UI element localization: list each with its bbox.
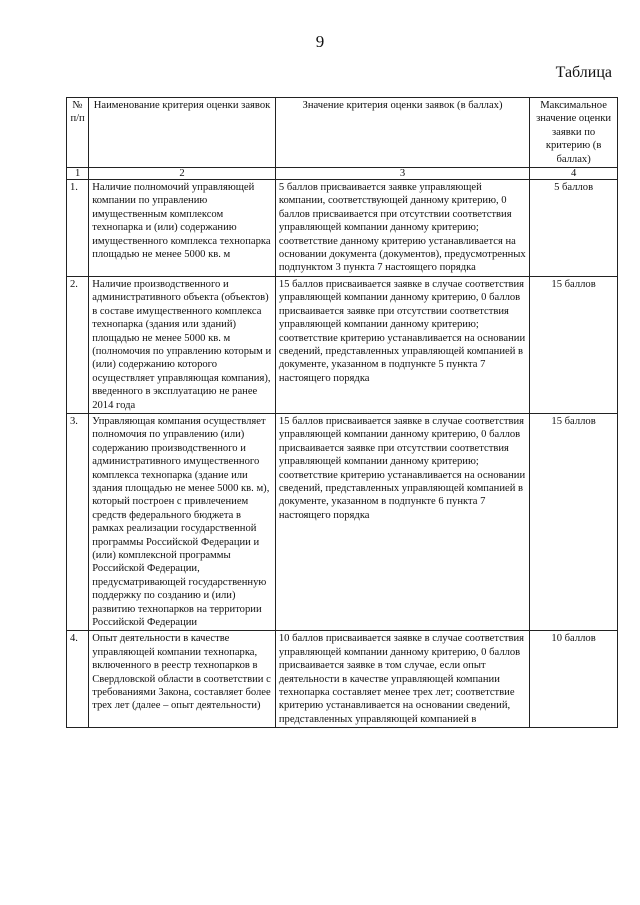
table-row bbox=[67, 180, 618, 277]
column-number-row bbox=[67, 168, 618, 180]
row-number: 4. bbox=[67, 631, 89, 728]
header-max-score: Максимальное значение оценки заявки по критерию (в баллах) bbox=[530, 98, 618, 168]
row-number: 1. bbox=[67, 180, 89, 277]
criterion-name: Управляющая компания осуществляет полномочия по управлению (или) содержанию производственного и административного имущественного комплекса технопарка (здание или здания площадью не менее 5000 кв. м), который построен с привлечением средств федерального бюджета в рамках реализации государственной программы Российской Федерации и (или) комплексной программы Российской Федерации, предусматривающей государственную поддержку по созданию и (или) развитию технопарков на территории Российской Федерации bbox=[89, 413, 276, 631]
row-number: 3. bbox=[67, 413, 89, 631]
row-number: 2. bbox=[67, 276, 89, 413]
criterion-value: 5 баллов присваивается заявке управляющей компании, соответствующей данному критерию, 0 баллов присваивается при отсутствии соответствия управляющей компании данному критерию; соответствие данному критерию устанавливается на основании документа (документов), предусмотренных подпунктом 3 пункта 7 настоящего порядка bbox=[275, 180, 529, 277]
column-number-1: 1 bbox=[67, 168, 89, 180]
criterion-value: 10 баллов присваивается заявке в случае соответствия управляющей компании данному критерию, 0 баллов присваивается заявке в том случае, если опыт деятельности в качестве управляющей компании технопарка составляет менее трех лет; соответствие критерию устанавливается на основании сведений, представленных управляющей компанией в bbox=[275, 631, 529, 728]
table-row bbox=[67, 631, 618, 728]
max-score: 5 баллов bbox=[530, 180, 618, 277]
table-row bbox=[67, 276, 618, 413]
table-row bbox=[67, 413, 618, 631]
table-header-row bbox=[67, 98, 618, 168]
criterion-name: Наличие производственного и административного объекта (объектов) в составе имущественного комплекса технопарка (здания или зданий) площадью не менее 5000 кв. м (полномочия по управлению которым и (или) содержанию которого осуществляет управляющая компания), введенного в эксплуатацию не ранее 2014 года bbox=[89, 276, 276, 413]
criterion-value: 15 баллов присваивается заявке в случае соответствия управляющей компании данному критерию, 0 баллов присваивается заявке при отсутствии соответствия управляющей компании данному критерию; соответствие критерию устанавливается на основании сведений, представленных управляющей компанией в документе, указанном в подпункте 5 пункта 7 настоящего порядка bbox=[275, 276, 529, 413]
max-score: 15 баллов bbox=[530, 276, 618, 413]
max-score: 10 баллов bbox=[530, 631, 618, 728]
page-number: 9 bbox=[315, 32, 325, 51]
table-caption: Таблица bbox=[555, 64, 612, 81]
column-number-3: 3 bbox=[275, 168, 529, 180]
criterion-name: Наличие полномочий управляющей компании по управлению имущественным комплексом технопарка и (или) содержанию имущественного комплекса технопарка площадью не менее 5000 кв. м bbox=[89, 180, 276, 277]
max-score: 15 баллов bbox=[530, 413, 618, 631]
column-number-4: 4 bbox=[530, 168, 618, 180]
header-criterion: Наименование критерия оценки заявок bbox=[89, 98, 276, 168]
criterion-value: 15 баллов присваивается заявке в случае соответствия управляющей компании данному критерию, 0 баллов присваивается заявке при отсутствии соответствия управляющей компании данному критерию; соответствие критерию устанавливается на основании сведений, представленных управляющей компанией в документе, указанном в подпункте 6 пункта 7 настоящего порядка bbox=[275, 413, 529, 631]
header-value: Значение критерия оценки заявок (в баллах) bbox=[275, 98, 529, 168]
criterion-name: Опыт деятельности в качестве управляющей компании технопарка, включенного в реестр технопарков в Свердловской области в соответствии с требованиями Закона, составляет более трех лет (далее – опыт деятельности) bbox=[89, 631, 276, 728]
header-number: № п/п bbox=[67, 98, 89, 168]
criteria-table bbox=[66, 97, 618, 728]
column-number-2: 2 bbox=[89, 168, 276, 180]
